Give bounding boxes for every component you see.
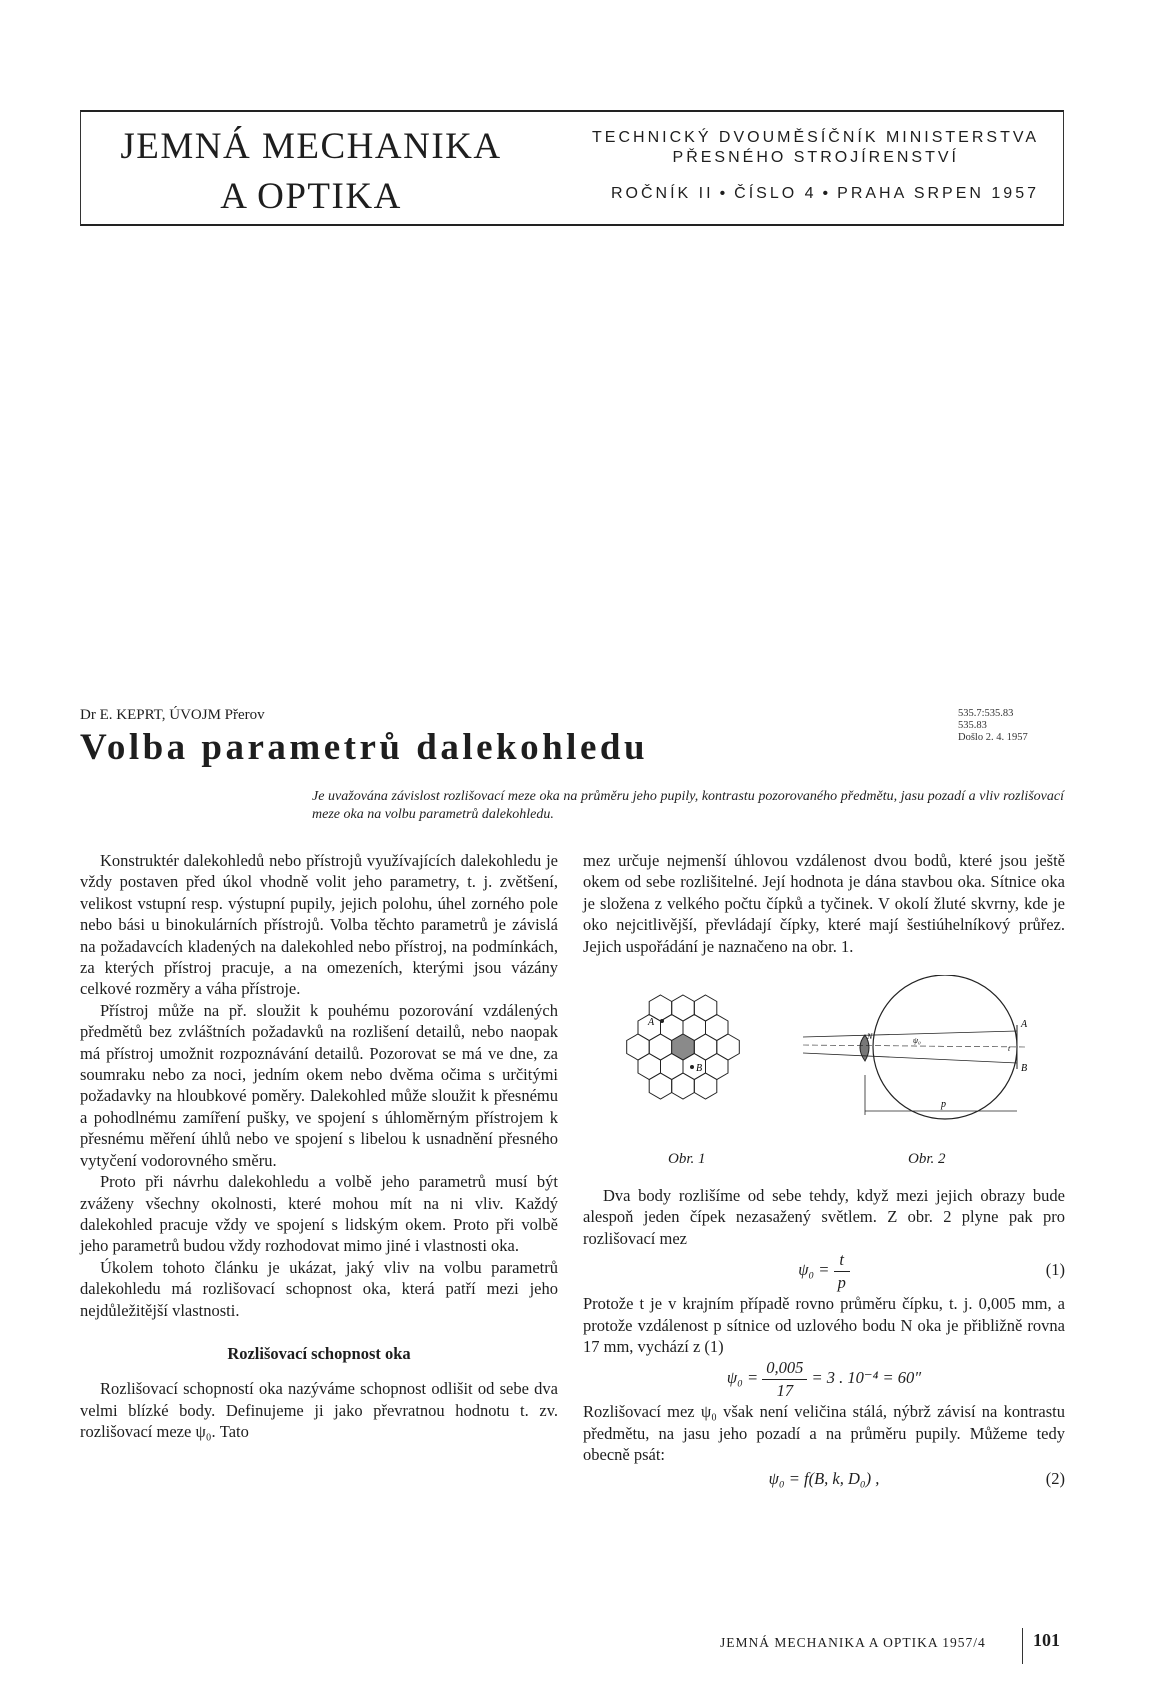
footer-divider — [1022, 1628, 1023, 1664]
issue-info — [559, 184, 1039, 204]
issue-place-date: PRAHA SRPEN 1957 — [837, 185, 1039, 202]
paragraph: Přístroj může na př. sloužit k pouhému pozorování vzdálených předmětů bez zvláštních požadavků na rozlišení detailů, nebo naopak má přístroj umožnit rozpoznávání detailů. Pozorovat se má ve dne, za soumraku nebo za noci, jedním okem nebo dvěma očima s určitými požadavky na hloubkové poměry. Dalekohled může sloužit k přesnému a pohodlnému zamíření pušky, ve spojení s úhloměrným přístrojem k přesnému měření úhlů nebo ve spojení s libelou k usnadnění přesného vytyčení vodorovného směru. — [80, 1000, 558, 1170]
eq1-numerator: t — [834, 1249, 850, 1271]
eq2-lhs: ψ₀ = — [726, 1368, 759, 1388]
eq2-denominator: 17 — [776, 1380, 794, 1400]
journal-subtitle — [559, 128, 1039, 204]
paragraph: Protože t je v krajním případě rovno průměru čípku, t. j. 0,005 mm, a protože vzdálenost p sítnice od uzlového bodu N oka je přibližně rovna 17 mm, vychází z (1) — [583, 1294, 1065, 1357]
cone-cell — [672, 1034, 695, 1060]
subtitle-line2: PŘESNÉHO STROJÍRENSTVÍ — [672, 149, 959, 166]
fig1-label-a: A — [648, 1017, 655, 1029]
received-date: Došlo 2. 4. 1957 — [958, 732, 1028, 743]
classification-code: 535.83 — [958, 720, 987, 731]
journal-title-line1: JEMNÁ MECHANIKA — [120, 126, 502, 167]
subtitle-line1: TECHNICKÝ DVOUMĚSÍČNÍK MINISTERSTVA — [592, 129, 1039, 146]
cone-cell — [717, 1034, 740, 1060]
cone-cell — [672, 995, 695, 1021]
equation-3 — [583, 1466, 1065, 1496]
paragraph: Dva body rozlišíme od sebe tehdy, když mezi jejich obrazy bude alespoň jeden čípek nezasažený světlem. Z obr. 2 plyne pak pro rozlišovací mez — [583, 1186, 1065, 1248]
eye-diagram-figure — [803, 975, 1033, 1135]
fig2-label-a: A — [1021, 1019, 1028, 1031]
eq2-numerator: 0,005 — [762, 1357, 807, 1379]
eq2-fraction — [762, 1357, 807, 1401]
article-abstract: Je uvažována závislost rozlišovací meze oka na průměru jeho pupily, kontrastu pozorovaného předmětu, jasu pozadí a vliv rozlišovací meze oka na volbu parametrů dalekohledu. — [312, 789, 1064, 822]
paragraph: Konstruktér dalekohledů nebo přístrojů využívajících dalekohledu je vždy postaven před úkol vhodně volit jeho parametry, t. j. zvětšení, velikost vstupní resp. výstupní pupily, jejich polohu, úhel zorného pole nebo bási u binokulárních přístrojů. Volba těchto parametrů je závislá na požadavcích kladených na dalekohled nebo přístroj, na podmínkách, za kterých přístroj pracuje, a na omezeních, kterými jsou vázány celkové rozměry a váha přístroje. — [80, 851, 558, 999]
figures-block — [583, 975, 1065, 1175]
eq1-lhs: ψ₀ = — [798, 1259, 830, 1279]
section-heading: Rozlišovací schopnost oka — [227, 1343, 411, 1363]
issue-volume: ROČNÍK II — [611, 185, 714, 202]
article-title: Volba parametrů dalekohledu — [80, 727, 649, 768]
cone-cell — [694, 1073, 717, 1099]
journal-masthead — [80, 110, 1064, 226]
fig2-label-t: t — [1008, 1044, 1011, 1054]
cone-cell — [638, 1054, 661, 1080]
paragraph: Rozlišovací mez ψ₀ však není veličina stálá, nýbrž závisí na kontrastu předmětu, na jasu jeho pozadí a na průměru pupily. Můžeme tedy obecně psát: — [583, 1402, 1065, 1465]
fig2-label-b: B — [1021, 1063, 1028, 1075]
cone-cell — [649, 1073, 672, 1099]
fig2-label-n: N — [867, 1032, 873, 1042]
fig2-label-psi: ψ₀ — [913, 1036, 921, 1046]
eq3-number: (2) — [1045, 1468, 1065, 1488]
cone-cell — [627, 1034, 650, 1060]
optical-axis — [803, 1045, 1025, 1047]
eq3-body: ψ₀ = f(B, k, D₀) , — [768, 1468, 880, 1488]
article-byline: Dr E. KEPRT, ÚVOJM Přerov — [80, 707, 265, 723]
cone-cell — [706, 1054, 729, 1080]
cone-cell — [694, 1034, 717, 1060]
fig1-label-b: B — [696, 1063, 703, 1075]
point-a-marker — [660, 1019, 664, 1023]
bullet-separator: • — [822, 185, 832, 202]
journal-title-line2: A OPTIKA — [220, 176, 402, 217]
cone-mosaic-figure — [618, 975, 748, 1125]
cone-cell — [649, 1034, 672, 1060]
bullet-separator: • — [719, 185, 729, 202]
eq1-number: (1) — [1045, 1260, 1065, 1280]
equation-1 — [583, 1249, 1065, 1293]
left-column — [80, 850, 558, 1443]
equation-2 — [583, 1357, 1065, 1401]
running-footer: JEMNÁ MECHANIKA A OPTIKA 1957/4 — [720, 1635, 986, 1650]
figure-2-caption: Obr. 2 — [908, 1151, 946, 1168]
right-column — [583, 850, 1065, 1496]
issue-number: ČÍSLO 4 — [734, 185, 817, 202]
paragraph: Rozlišovací schopností oka nazýváme schopnost odlišit od sebe dva velmi blízké body. Definujeme ji jako převratnou hodnotu t. zv. rozlišovací meze ψ₀. Tato — [80, 1379, 558, 1442]
figure-1-caption: Obr. 1 — [668, 1151, 706, 1168]
ray-line — [803, 1053, 1017, 1063]
paragraph: Proto při návrhu dalekohledu a volbě jeho parametrů musí být zváženy všechny okolnosti, které mohou mít na ni vliv. Každý dalekohled pracuje vždy ve spojení s lidským okem. Proto při volbě jeho parametrů budou vždy rozhodovat mimo jiné i vlastnosti oka. — [80, 1172, 558, 1256]
paragraph: Úkolem tohoto článku je ukázat, jaký vliv na volbu parametrů dalekohledu má rozlišovací schopnost oka, která patří mezi jeho nejdůležitější vlastnosti. — [80, 1257, 558, 1320]
classification-code: 535.7:535.83 — [958, 708, 1014, 719]
eq1-denominator: p — [837, 1272, 846, 1292]
journal-title — [111, 122, 511, 222]
page-number: 101 — [1033, 1630, 1060, 1650]
cone-cell — [694, 995, 717, 1021]
cone-cell — [672, 1073, 695, 1099]
cone-cell — [706, 1015, 729, 1041]
paragraph: mez určuje nejmenší úhlovou vzdálenost dvou bodů, které jsou ještě okem od sebe rozlišitelné. Její hodnota je dána stavbou oka. Sítnice oka je složena z velkého počtu čípků a tyčinek. V okolí žluté skvrny, kde je oko nejcitlivější, převládají čípky, které mají šestiúhelníkový průřez. Jejich uspořádání je naznačeno na obr. 1. — [583, 851, 1065, 956]
eq1-fraction — [834, 1249, 850, 1293]
point-b-marker — [690, 1065, 694, 1069]
classification-block — [958, 708, 1028, 744]
fig2-label-p: p — [941, 1099, 946, 1111]
eq2-rhs: = 3 . 10⁻⁴ = 60″ — [811, 1368, 922, 1388]
ray-line — [803, 1031, 1017, 1037]
